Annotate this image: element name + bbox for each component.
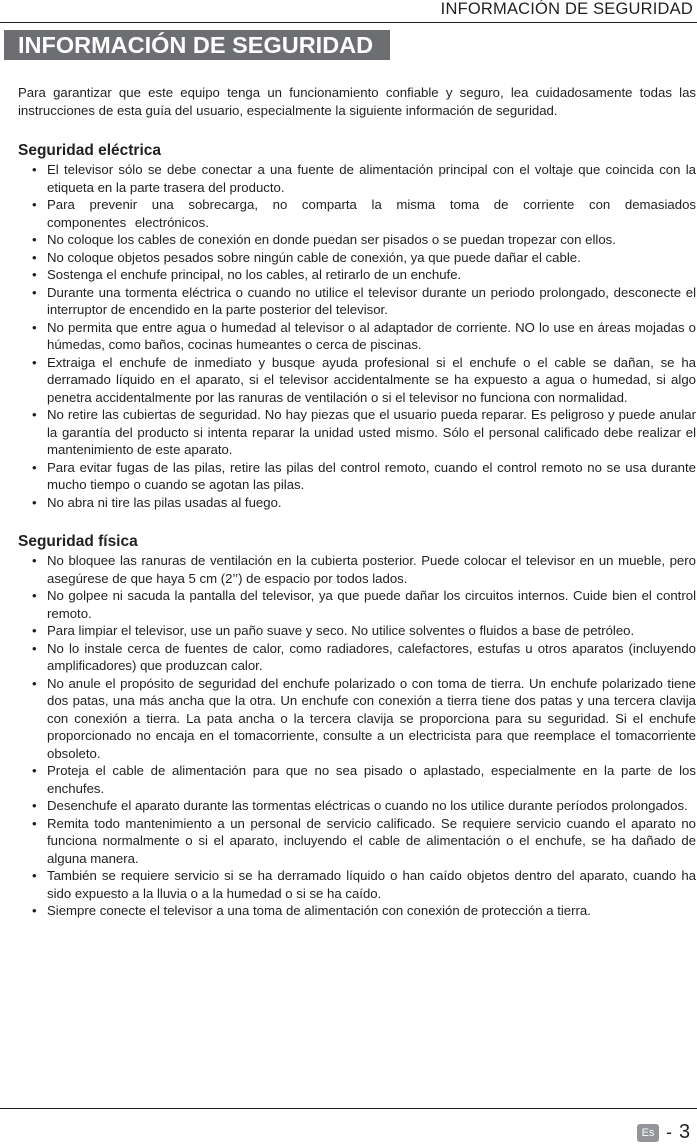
footer-divider [0,1108,697,1109]
list-item: • No bloquee las ranuras de ventilación en la cubierta posterior. Puede colocar el televisor en un mueble, pero asegúrese de que haya 5 cm (2’’) de espacio por todos lados. [18,552,696,587]
list-item: • También se requiere servicio si se ha derramado líquido o han caído objetos dentro del aparato, cuando ha sido expuesto a la lluvia o a la humedad o si se ha caído. [18,867,696,902]
list-item: • Desenchufe el aparato durante las tormentas eléctricas o cuando no los utilice durante períodos prolongados. [18,797,696,815]
list-item: • Remita todo mantenimiento a un personal de servicio calificado. Se requiere servicio cuando el aparato no funciona normalmente o si el aparato, incluyendo el cable de alimentación o el enchufe, se ha dañado de alguna manera. [18,815,696,868]
list-item: • No coloque objetos pesados sobre ningún cable de conexión, ya que puede dañar el cable. [18,249,696,267]
list-item: • No coloque los cables de conexión en donde puedan ser pisados o se puedan tropezar con ellos. [18,231,696,249]
running-header-title: INFORMACIÓN DE SEGURIDAD [440,0,693,18]
list-item: • Extraiga el enchufe de inmediato y busque ayuda profesional si el enchufe o el cable se dañan, se ha derramado líquido en el aparato, si el televisor accidentalmente se ha expuesto a agua o humedad, si algo penetra accidentalmente por las ranuras de ventilación o si el televisor no funciona con normalidad. [18,354,696,407]
electrical-safety-list [18,161,696,511]
main-content [18,84,696,920]
page-title: INFORMACIÓN DE SEGURIDAD [18,32,374,58]
list-item: • El televisor sólo se debe conectar a una fuente de alimentación principal con el voltaje que coincida con la etiqueta en la parte trasera del producto. [18,161,696,196]
list-item: • No retire las cubiertas de seguridad. No hay piezas que el usuario pueda reparar. Es peligroso y puede anular la garantía del producto si intenta reparar la unidad usted mismo. Sólo el personal calificado debe realizar el mantenimiento de este aparato. [18,406,696,459]
page-number: 3 [679,1121,691,1143]
list-item: • Sostenga el enchufe principal, no los cables, al retirarlo de un enchufe. [18,266,696,284]
list-item: • No golpee ni sacuda la pantalla del televisor, ya que puede dañar los circuitos internos. Cuide bien el control remoto. [18,587,696,622]
list-item: • Siempre conecte el televisor a una toma de alimentación con conexión de protección a tierra. [18,902,696,920]
list-item: • Para limpiar el televisor, use un paño suave y seco. No utilice solventes o fluidos a base de petróleo. [18,622,696,640]
list-item: • No anule el propósito de seguridad del enchufe polarizado o con toma de tierra. Un enchufe polarizado tiene dos patas, una más ancha que la otra. Un enchufe con conexión a tierra tiene dos patas y una tercera clavija con conexión a tierra. La pata ancha o la tercera clavija se proporciona para su seguridad. Si el enchufe proporcionado no encaja en el tomacorriente, consulte a un electricista para que reemplace el tomacorriente obsoleto. [18,675,696,763]
list-item: • Para prevenir una sobrecarga, no comparta la misma toma de corriente con demasiados componentes electrónicos. [18,196,696,231]
list-item: • Para evitar fugas de las pilas, retire las pilas del control remoto, cuando el control remoto no se usa durante mucho tiempo o cuando se agotan las pilas. [18,459,696,494]
intro-paragraph: Para garantizar que este equipo tenga un funcionamiento confiable y seguro, lea cuidadosamente todas las instrucciones de esta guía del usuario, especialmente la siguiente información de seguridad. [18,85,696,118]
list-item: • No permita que entre agua o humedad al televisor o al adaptador de corriente. NO lo use en áreas mojadas o húmedas, como baños, cocinas humeantes o cerca de piscinas. [18,319,696,354]
electrical-safety-heading: Seguridad eléctrica [18,142,162,159]
language-badge: Es [637,1124,659,1142]
list-item: • No abra ni tire las pilas usadas al fuego. [18,494,696,512]
page-title-band [4,30,390,60]
physical-safety-list [18,552,696,920]
page-number-separator: - [666,1122,672,1142]
list-item: • No lo instale cerca de fuentes de calor, como radiadores, calefactores, estufas u otros aparatos (incluyendo amplificadores) que produzcan calor. [18,640,696,675]
physical-safety-heading: Seguridad física [18,533,138,550]
list-item: • Durante una tormenta eléctrica o cuando no utilice el televisor durante un periodo prolongado, desconecte el interruptor de encendido en la parte posterior del televisor. [18,284,696,319]
list-item: • Proteja el cable de alimentación para que no sea pisado o aplastado, especialmente en la parte de los enchufes. [18,762,696,797]
header-divider [0,22,697,23]
